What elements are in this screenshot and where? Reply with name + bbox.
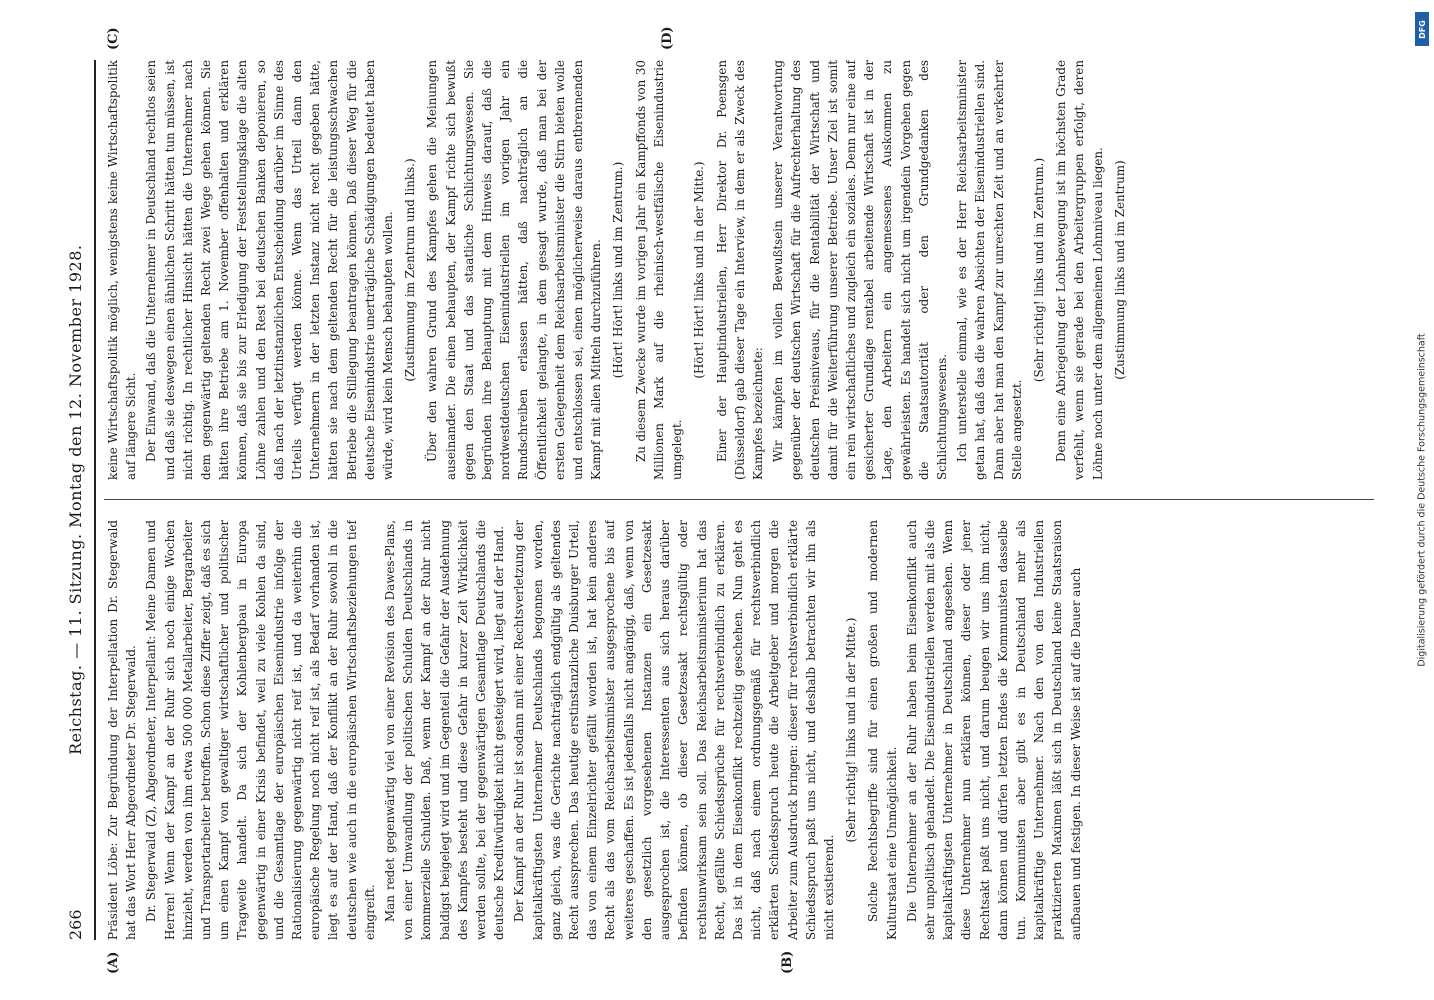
margin-mark-a: (A) <box>106 951 121 974</box>
column-rule <box>104 499 1374 500</box>
left-column <box>104 520 1374 940</box>
margin-mark-c: (C) <box>106 27 121 50</box>
paragraph: Man redet gegenwärtig viel von einer Revision des Dawes-Plans, von einer Umwandlung der politischen Schulden Deutschlands in kommerzielle Schulden. Daß, wenn der Kampf an der Ruhr nicht baldigst beigelegt wird und im Gegenteil die Gefahr der Ausdehnung des Kampfes besteht und diese Gefahr in kurzer Zeit Wirklichkeit werden sollte, bei der gegenwärtigen Gesamtlage Deutschlands die deutsche Kreditwürdigkeit nicht gesteigert wird, liegt auf der Hand. <box>383 520 507 940</box>
document-page <box>60 26 1380 974</box>
right-column <box>104 60 1374 480</box>
quotation: Wir kämpfen im vollen Bewußtsein unserer Verantwortung gegenüber der deutschen Wirtschaft für die Aufrechterhaltung des deutschen Preisniveaus, für die Rentabilität der Wirtschaft und damit für die Weiterführung unserer Betriebe. Unser Ziel ist somit ein rein wirtschaftliches und zugleich ein soziales. Denn nur eine auf gesicherter Grundlage rentabel arbeitende Wirtschaft ist in der Lage, den Arbeitern ein angemessenes Auskommen zu gewährleisten. Es handelt sich nicht um irgendein Vorgehen gegen die Staatsautorität oder den Grundgedanken des Schlichtungswesens. <box>771 60 949 480</box>
paragraph: Die Unternehmer an der Ruhr haben beim Eisenkonflikt auch sehr unpolitisch gehandelt. Die Eisenindustriellen werden mit als die kapitalkräftigsten Unternehmer in Deutschland angesehen. Wenn diese Unternehmer nun erklären können, dieser oder jener Rechtsakt paßt uns nicht, und darum beugen wir uns ihm nicht, dann können und dürfen letzten Endes die Kommunisten dasselbe tun. Kommunisten aber gibt es in Deutschland mehr als kapitalkräftige Unternehmer. Nach den von den Industriellen praktizierten Maximen läßt sich in Deutschland keine Staatsraison aufbauen und festigen. In dieser Weise ist auf die Dauer auch <box>904 520 1083 940</box>
interjection: (Zustimmung links und im Zentrum) <box>1112 160 1127 380</box>
dfg-logo-text: DFG <box>1417 19 1427 39</box>
interjection: (Zustimmung im Zentrum und links.) <box>403 158 418 382</box>
paragraph: Solche Rechtsbegriffe sind für einen großen und modernen Kulturstaat eine Unmöglichkeit. <box>866 520 899 940</box>
margin-mark-b: (B) <box>780 950 795 974</box>
interjection: (Hört! Hört! links und in der Mitte.) <box>692 161 707 379</box>
paragraph: Über den wahren Grund des Kampfes gehen die Meinungen auseinander. Die einen behaupten, der Kampf richte sich bewußt gegen den Staat und das staatliche Schlichtungswesen. Sie begründen ihre Behauptung mit dem Hinweis darauf, daß die nordwestdeutschen Eisenindustriellen im vorigen Jahr ein Rundschreiben erlassen hätten, daß nachträglich an die Öffentlichkeit gelangte, in dem gesagt wurde, daß man bei der ersten Gelegenheit dem Reichsarbeitsminister die Stirn bieten wolle und entschlossen sei, einen möglicherweise daraus entbrennenden Kampf mit allen Mitteln durchzuführen. <box>425 60 604 480</box>
paragraph: Dr. Stegerwald (Z), Abgeordneter, Interpellant: Meine Damen und Herren! Wenn der Kampf an der Ruhr sich noch einige Wochen hinzieht, werden von ihm etwa 500 000 Metallarbeiter, Bergarbeiter und Transportarbeiter betroffen. Schon diese Ziffer zeigt, daß es sich um einen Kampf von gewaltiger wirtschaftlicher und politischer Tragweite handelt. Da sich der Kohlenbergbau in Europa gegenwärtig in einer Krisis befindet, weil zu viele Kohlen da sind, und die Gesamtlage der europäischen Eisenindustrie infolge der Rationalisierung gegenwärtig nicht reif ist, und da weiterhin die europäische Regelung noch nicht reif ist, als Bedarf vorhanden ist, liegt es auf der Hand, daß der Konflikt an der Ruhr sowohl in die deutschen wie auch in die europäischen Wirtschaftsbeziehungen tief eingreift. <box>144 520 377 940</box>
paragraph: Präsident Löbe: Zur Begründung der Interpellation Dr. Stegerwald hat das Wort Herr Abgeordneter Dr. Stegerwald. <box>106 520 139 940</box>
margin-mark-d: (D) <box>660 26 675 50</box>
paragraph: Der Kampf an der Ruhr ist sodann mit einer Rechtsverletzung der kapitalkräftigsten Unternehmer Deutschlands begonnen worden, ganz gleich, was die Gerichte nachträglich endgültig als geltendes Recht aussprechen. Das heutige erstinstanzliche Duisburger Urteil, das von einem Einzelrichter gefällt worden ist, hat kein anderes Recht als das vom Reichsarbeitsminister ausgesprochene bis auf weiteres geschaffen. Es ist jedenfalls nicht angängig, daß, wenn von den gesetzlich vorgesehenen Instanzen ein Gesetzesakt ausgesprochen ist, die Interessenten aus sich heraus darüber befinden können, ob dieser Gesetzesakt rechtsgültig oder rechtsunwirksam sein soll. Das Reichsarbeitsministerium hat das Recht, gefällte Schiedssprüche für rechtsverbindlich zu erklären. Das ist in dem Eisenkonflikt rechtzeitig geschehen. Nun geht es nicht, daß nach einem ordnungsgemäß für rechtsverbindlich erklärten Schiedsspruch heute die Arbeitgeber und morgen die Arbeiter zum Ausdruck bringen: dieser für rechtsverbindlich erklärte Schiedsspruch paßt uns nicht, und deshalb betrachten wir ihn als nicht existierend. <box>512 520 836 940</box>
paragraph: Zu diesem Zwecke wurde im vorigen Jahr ein Kampffonds von 30 Millionen Mark auf die rheinisch-westfälische Eisenindustrie umgelegt. <box>633 60 685 480</box>
paragraph: keine Wirtschaftspolitik möglich, wenigstens keine Wirtschaftspolitik auf längere Sicht. <box>106 60 139 480</box>
running-title: Reichstag. — 11. Sitzung. Montag den 12. November 1928. <box>65 244 85 755</box>
paragraph: Einer der Hauptindustriellen, Herr Direktor Dr. Poensgen (Düsseldorf) gab dieser Tage ein Interview, in dem er als Zweck des Kampfes bezeichnete: <box>714 60 765 480</box>
paragraph: Der Einwand, daß die Unternehmer in Deutschland rechtlos seien und daß sie deswegen einen ähnlichen Schritt hätten tun müssen, ist nicht richtig. In rechtlicher Hinsicht hätten die Unternehmer nach dem gegenwärtig geltenden Recht zwei Wege gehen können. Sie hätten ihre Betriebe am 1. November offenhalten und erklären können, daß sie bis zur Erledigung der Feststellungsklage die alten Löhne zahlen und den Rest bei deutschen Banken deponieren, so daß nach der letztinstanzlichen Entscheidung darüber im Sinne des Urteils verfügt werden könne. Wenn das Urteil dann den Unternehmern in der letzten Instanz nicht recht gegeben hätte, hätten sie nach dem geltenden Recht für die leistungsschwachen Betriebe die Stillegung beantragen können. Daß dieser Weg für die deutsche Eisenindustrie unerträgliche Schädigungen bedeutet haben würde, wird kein Mensch behaupten wollen. <box>144 60 396 480</box>
interjection: (Sehr richtig! links und im Zentrum.) <box>1031 157 1046 383</box>
interjection: (Sehr richtig! links und in der Mitte.) <box>844 617 859 843</box>
paragraph: Denn eine Abriegelung der Lohnbewegung ist im höchsten Grade verfehlt, wenn sie gerade bei den Arbeitergruppen erfolgt, deren Löhne noch unter dem allgemeinen Lohnniveau liegen. <box>1054 60 1105 480</box>
digitization-sidebar <box>1414 8 1430 992</box>
paragraph: Ich unterstelle einmal, wie es der Herr Reichsarbeitsminister getan hat, daß das die wahren Absichten der Eisenindustriellen sind. Dann aber hat man den Kampf zur unrechten Zeit und an verkehrter Stelle angesetzt. <box>955 60 1024 480</box>
header-rule <box>94 60 96 940</box>
page-header <box>60 60 90 940</box>
page-number: 266 <box>65 909 85 940</box>
dfg-logo <box>1415 12 1429 46</box>
interjection: (Hört! Hört! links und im Zentrum.) <box>611 161 626 379</box>
digitization-notice: Digitalisierung gefördert durch die Deutsche Forschungsgemeinschaft <box>1416 333 1428 667</box>
